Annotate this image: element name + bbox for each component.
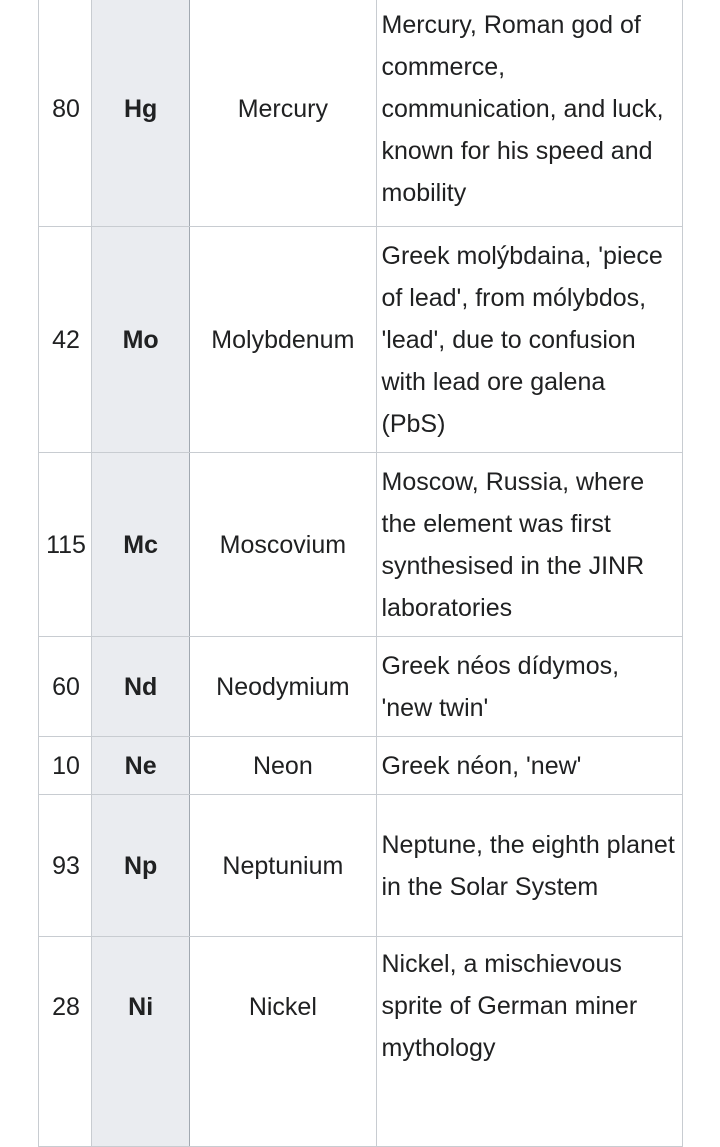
table-row xyxy=(39,937,683,1147)
atomic-number-cell: 28 xyxy=(39,937,92,1147)
table-row xyxy=(39,637,683,737)
name-origin-cell: Neptune, the eighth planet in the Solar System xyxy=(376,795,683,937)
atomic-number-cell: 42 xyxy=(39,227,92,453)
element-name-cell: Molybdenum xyxy=(190,227,376,453)
symbol-cell: Nd xyxy=(92,637,190,737)
symbol-cell: Hg xyxy=(92,0,190,227)
name-origin-cell: Moscow, Russia, where the element was first synthesised in the JINR laboratories xyxy=(376,453,683,637)
atomic-number-cell: 93 xyxy=(39,795,92,937)
name-origin-cell: Greek néon, 'new' xyxy=(376,737,683,795)
element-name-cell: Neodymium xyxy=(190,637,376,737)
symbol-cell: Ni xyxy=(92,937,190,1147)
name-origin-cell: Mercury, Roman god of commerce, communication, and luck, known for his speed and mobility xyxy=(376,0,683,227)
symbol-cell: Mo xyxy=(92,227,190,453)
table-row xyxy=(39,737,683,795)
table-row xyxy=(39,227,683,453)
element-name-cell: Mercury xyxy=(190,0,376,227)
symbol-cell: Np xyxy=(92,795,190,937)
table-row xyxy=(39,453,683,637)
name-origin-cell: Greek néos dídymos, 'new twin' xyxy=(376,637,683,737)
name-origin-cell: Nickel, a mischievous sprite of German miner mythology xyxy=(376,937,683,1147)
elements-table xyxy=(38,0,683,1147)
table-row xyxy=(39,0,683,227)
table-row xyxy=(39,795,683,937)
atomic-number-cell: 10 xyxy=(39,737,92,795)
element-name-cell: Moscovium xyxy=(190,453,376,637)
element-name-cell: Neon xyxy=(190,737,376,795)
name-origin-cell: Greek molýbdaina, 'piece of lead', from mólybdos, 'lead', due to confusion with lead ore galena (PbS) xyxy=(376,227,683,453)
element-name-cell: Nickel xyxy=(190,937,376,1147)
symbol-cell: Mc xyxy=(92,453,190,637)
element-name-cell: Neptunium xyxy=(190,795,376,937)
elements-table-container xyxy=(38,0,683,1147)
symbol-cell: Ne xyxy=(92,737,190,795)
atomic-number-cell: 60 xyxy=(39,637,92,737)
atomic-number-cell: 80 xyxy=(39,0,92,227)
atomic-number-cell: 115 xyxy=(39,453,92,637)
